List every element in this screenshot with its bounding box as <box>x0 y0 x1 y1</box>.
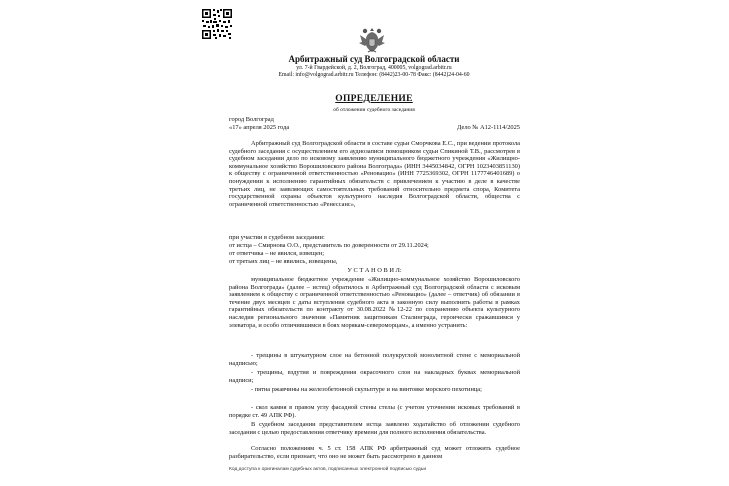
court-name: Арбитражный суд Волгоградской области <box>288 54 460 64</box>
established-paragraph: муниципальное бюджетное учреждение «Жилищно-коммунальное хозяйство Ворошиловского района Волгограда» (далее – истец) обратилось в Арбитражный суд Волгоградской области с исковым заявлением к обществу с ограниченной ответственностью «Реновацио» (далее – ответчик) об обязании в течение двух месяцев с даты вступления судебного акта в законную силу выполнить работы в рамках гарантийных обязательств по контракту от 30.08.2022 №12-22 по сохранению объекта культурного наследия регионального значения «Памятник защитникам Сталинграда, героически сражавшимся у элеватора, и особо отличившимся в боях морякам-североморцам», а именно устранить: <box>229 276 520 329</box>
court-address: ул. 7-й Гвардейской, д. 2, Волгоград, 400005, volgograd.arbitr.ru <box>296 65 452 71</box>
court-contacts: Email: info@volgograd.arbitr.ru Телефон: (8442)23-00-78 Факс: (8442)24-04-60 <box>278 72 470 78</box>
defect-item: - трещины, вздутия и повреждения окрасочного слоя на накладных буквах мемориальной надписи; <box>229 369 520 384</box>
intro-paragraph: Арбитражный суд Волгоградской области в составе судьи Сморчкова Е.С., при ведении протокола судебного заседания с осуществлением его аудиозаписи помощником судьи Спикиной Т.В., рассмотрев в судебном заседании дело по исковому заявлению муниципального бюджетного учреждения «Жилищно-коммунальное хозяйство Ворошиловского района Волгограда» (ИНН 3445034842, ОГРН 1023403851130) к обществу с ограниченной ответственностью «Реновацио» (ИНН 7725369302, ОГРН 1177746401689) о понуждении к исполнению гарантийных обязательств с привлечением к участию в деле в качестве третьих лиц, не заявляющих самостоятельных требований относительно предмета спора, Комитета государственной охраны объектов культурного наследия Волгоградской области, общества с ограниченной ответственностью «Ренессанс», <box>229 140 520 208</box>
law-paragraph: Согласно положениям ч. 5 ст. 158 АПК РФ арбитражный суд может отложить судебное разбирательство, если признает, что оно не может быть рассмотрено в данном <box>229 445 520 460</box>
footer-note: Код доступа к оригиналам судебных актов, подписанных электронной подписью судьи <box>229 467 427 472</box>
established-heading: У С Т А Н О В И Л: <box>347 267 402 274</box>
motion-paragraph: В судебном заседании представителем истца заявлено ходатайство об отложении судебного заседания с целью предоставления ответчику времени для полного исполнения обязательства. <box>229 421 520 436</box>
document-city: город Волгоград <box>229 116 274 123</box>
coat-of-arms-icon <box>357 25 387 55</box>
defect-item: - пятна ржавчины на железобетонной скульптуре и на винтовке морского пехотинца; <box>251 386 482 393</box>
attendance-third-parties: от третьих лиц – не явились, извещены, <box>229 258 338 265</box>
document-title: ОПРЕДЕЛЕНИЕ <box>335 94 413 104</box>
document-date: «17» апреля 2025 года <box>229 124 290 131</box>
defect-item: - трещины в штукатурном слое на бетонной полукруглой монолитной стене с мемориальной надписью; <box>229 352 520 367</box>
attendance-plaintiff: от истца – Смирнова О.О., представитель по доверенности от 29.11.2024; <box>229 242 429 249</box>
case-number: Дело № А12-1114/2025 <box>457 124 520 131</box>
qr-code-icon <box>201 8 233 40</box>
defect-item: - скол камня в правом углу фасадной стены стелы (с учетом уточнения исковых требований в порядке ст. 49 АПК РФ). <box>229 404 520 419</box>
document-subtitle: об отложении судебного заседания <box>333 107 415 113</box>
attendance-heading: при участии в судебном заседании: <box>229 234 325 241</box>
attendance-defendant: от ответчика – не явился, извещен; <box>229 250 324 257</box>
